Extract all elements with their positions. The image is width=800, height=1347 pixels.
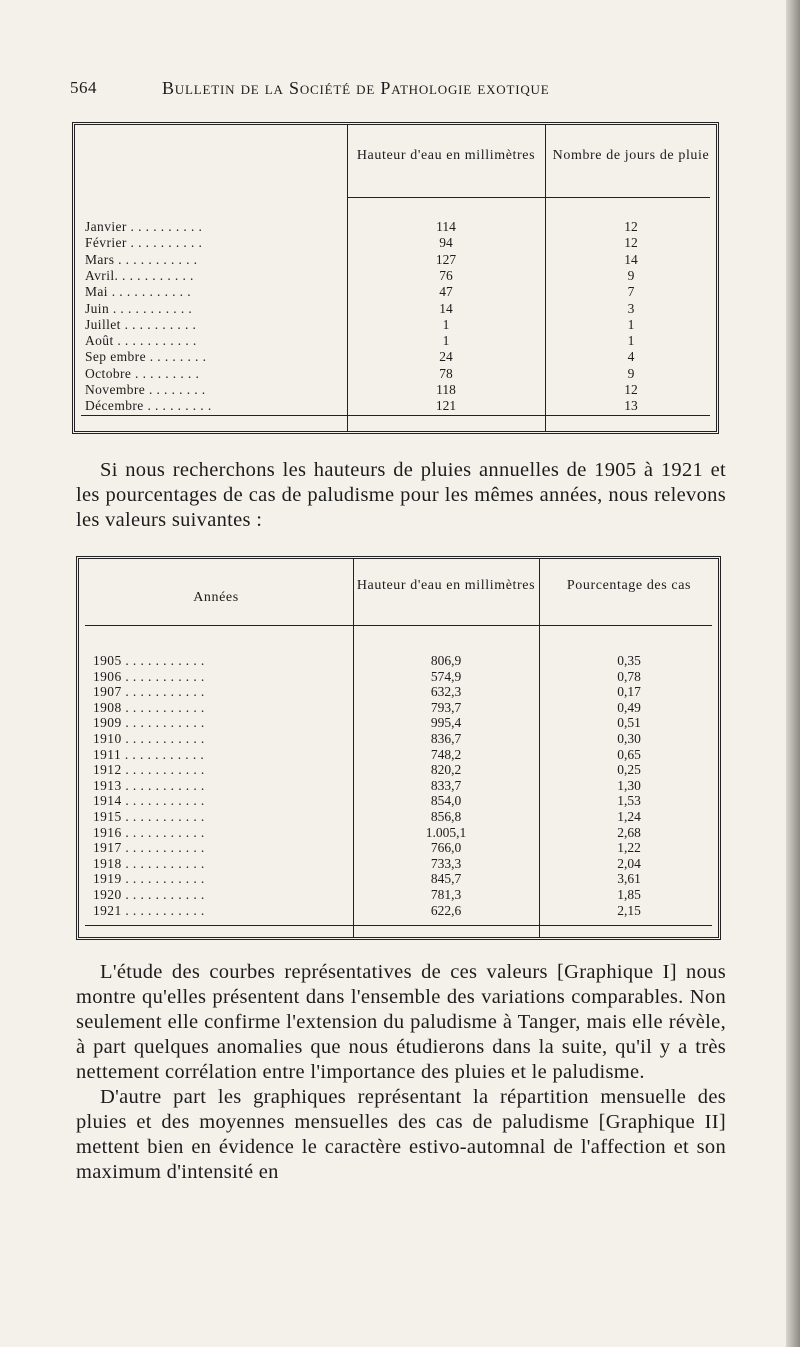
row-value-2: 1 [627,333,635,349]
paragraph-analysis [76,960,726,1185]
row-value-1: 748,2 [430,746,462,762]
row-value-1: 781,3 [430,887,462,902]
row-label: 1915 . . . . . . . . . . . [93,809,205,824]
monthly-rainfall-table [72,122,719,434]
row-value-2: 14 [624,251,638,267]
row-value-1: 854,0 [430,793,462,809]
row-value-1: 806,9 [430,653,462,668]
row-label: Février . . . . . . . . . . [85,235,203,251]
row-label: 1920 . . . . . . . . . . . [93,887,205,902]
row-value-2: 1,22 [617,840,641,856]
row-label: 1913 . . . . . . . . . . . [93,777,205,793]
table-row [93,684,719,699]
row-label: 1918 . . . . . . . . . . . [93,855,205,871]
table-row [85,317,715,332]
row-value-1: 78 [439,365,453,381]
row-value-1: 1 [442,316,450,332]
row-value-2: 9 [627,267,635,283]
row-value-1: 114 [436,219,456,234]
row-value-2: 3 [627,300,635,316]
row-label: Octobre . . . . . . . . . [85,365,200,381]
row-value-1: 820,2 [430,762,462,778]
row-label: 1910 . . . . . . . . . . . [93,731,205,746]
table-row [93,700,719,715]
row-value-1: 76 [439,267,453,283]
table-row [93,793,719,808]
row-value-2: 2,68 [617,824,641,840]
table-row [85,366,715,381]
row-label: Juillet . . . . . . . . . . [85,316,197,332]
row-value-2: 0,35 [617,653,641,668]
row-value-1: 845,7 [430,871,462,887]
row-label: Mai . . . . . . . . . . . [85,284,191,300]
table-row [93,856,719,871]
paragraph-text: Si nous recherchons les hauteurs de pluies annuelles de 1905 à 1921 et les pourcentages de cas de paludisme pour les mêmes années, nous relevons les valeurs suivantes : [76,459,726,531]
row-value-1: 833,7 [430,777,462,793]
table-row [93,747,719,762]
page-edge-shadow [786,0,800,1347]
row-value-2: 1,30 [617,777,641,793]
annual-rainfall-malaria-table [76,556,721,940]
row-label: 1905 . . . . . . . . . . . [93,653,205,668]
journal-title: Bulletin de la Société de Pathologie exotique [162,78,550,98]
table-row [85,301,715,316]
row-label: Janvier . . . . . . . . . . [85,219,203,234]
row-value-2: 2,04 [617,855,641,871]
row-value-1: 1.005,1 [425,824,467,840]
table-row [85,398,715,413]
row-value-2: 12 [624,219,638,234]
row-label: 1912 . . . . . . . . . . . [93,762,205,778]
row-label: 1921 . . . . . . . . . . . [93,902,205,918]
row-value-2: 0,30 [617,731,641,746]
table-row [93,809,719,824]
table-row [85,284,715,299]
row-value-2: 3,61 [617,871,641,887]
row-value-1: 856,8 [430,809,462,824]
row-value-1: 118 [436,382,456,397]
row-value-2: 1 [627,316,635,332]
table-row [93,825,719,840]
row-value-1: 47 [439,284,453,300]
row-value-2: 12 [624,382,638,397]
table-row [85,235,715,250]
row-value-2: 0,49 [617,699,641,715]
paragraph-intro [76,458,726,533]
row-value-2: 0,25 [617,762,641,778]
row-value-2: 1,53 [617,793,641,809]
page-number: 564 [70,78,97,97]
bottom-rule [85,925,712,926]
column-header-rainfall: Hauteur d'eau en millimètres [356,148,536,163]
table-row [93,778,719,793]
table-row [93,762,719,777]
row-value-1: 622,6 [430,902,462,918]
row-value-1: 127 [435,251,457,267]
row-label: 1916 . . . . . . . . . . . [93,824,205,840]
row-value-1: 121 [435,398,457,414]
row-label: 1917 . . . . . . . . . . . [93,840,205,856]
table-row [85,333,715,348]
table-row [93,653,719,668]
column-header-rainfall: Hauteur d'eau en millimètres [356,578,536,593]
row-value-2: 0,17 [617,684,641,700]
row-value-2: 1,24 [617,809,641,824]
row-label: 1907 . . . . . . . . . . . [93,684,205,700]
row-label: 1911 . . . . . . . . . . . [93,746,205,762]
table-row [93,903,719,918]
paragraph-text: D'autre part les graphiques représentant la répartition mensuelle des pluies et des moyennes mensuelles des cas de paludisme [Graphique II] mettent bien en évidence le caractère estivo-automnal de l'affection et son maximum d'intensité en [76,1086,726,1183]
row-value-1: 632,3 [430,684,462,700]
row-label: Mars . . . . . . . . . . . [85,251,198,267]
table-row [93,840,719,855]
table-row [85,219,715,234]
header-rule [85,625,712,626]
row-value-2: 12 [624,235,638,251]
table-row [93,669,719,684]
row-label: Sep embre . . . . . . . . [85,349,207,365]
column-header-rain-days: Nombre de jours de pluie [552,148,710,163]
row-label: 1914 . . . . . . . . . . . [93,793,205,809]
column-header-percentage: Pourcentage des cas [566,578,692,593]
table-row [93,871,719,886]
row-value-2: 1,85 [617,887,641,902]
row-value-1: 995,4 [430,715,462,731]
table-row [85,349,715,364]
table-row [93,887,719,902]
table-row [85,268,715,283]
row-value-2: 7 [627,284,635,300]
row-value-1: 94 [439,235,453,251]
paragraph-text: L'étude des courbes représentatives de ces valeurs [Graphique I] nous montre qu'elles présentent dans l'ensemble des variations comparables. Non seulement elle confirme l'extension du paludisme à Tanger, mais elle révèle, à part quelques anomalies que nous étudierons dans la suite, qu'il y a très nettement corrélation entre l'importance des pluies et le paludisme. [76,961,726,1083]
table-body [85,219,715,419]
row-label: Avril. . . . . . . . . . . [85,267,194,283]
row-label: Juin . . . . . . . . . . . [85,300,193,316]
table-row [93,715,719,730]
table-body [93,653,719,923]
table-row [85,252,715,267]
row-value-2: 13 [624,398,638,414]
row-value-2: 0,51 [617,715,641,731]
row-value-1: 14 [439,300,453,316]
table-row [85,382,715,397]
row-value-1: 793,7 [430,699,462,715]
row-value-2: 4 [627,349,635,365]
row-label: Novembre . . . . . . . . [85,382,206,397]
row-label: 1919 . . . . . . . . . . . [93,871,205,887]
header-rule [347,197,710,198]
row-value-1: 574,9 [430,668,462,684]
row-value-2: 9 [627,365,635,381]
row-label: Décembre . . . . . . . . . [85,398,212,414]
row-label: Août . . . . . . . . . . . [85,333,197,349]
column-header-years: Années [193,590,239,605]
row-value-1: 766,0 [430,840,462,856]
row-value-1: 24 [439,349,453,365]
row-value-2: 0,78 [617,668,641,684]
row-value-2: 2,15 [617,902,641,918]
row-value-1: 836,7 [430,731,462,746]
row-value-1: 733,3 [430,855,462,871]
row-label: 1906 . . . . . . . . . . . [93,668,205,684]
row-value-1: 1 [442,333,450,349]
row-label: 1909 . . . . . . . . . . . [93,715,205,731]
row-label: 1908 . . . . . . . . . . . [93,699,205,715]
row-value-2: 0,65 [617,746,641,762]
table-row [93,731,719,746]
